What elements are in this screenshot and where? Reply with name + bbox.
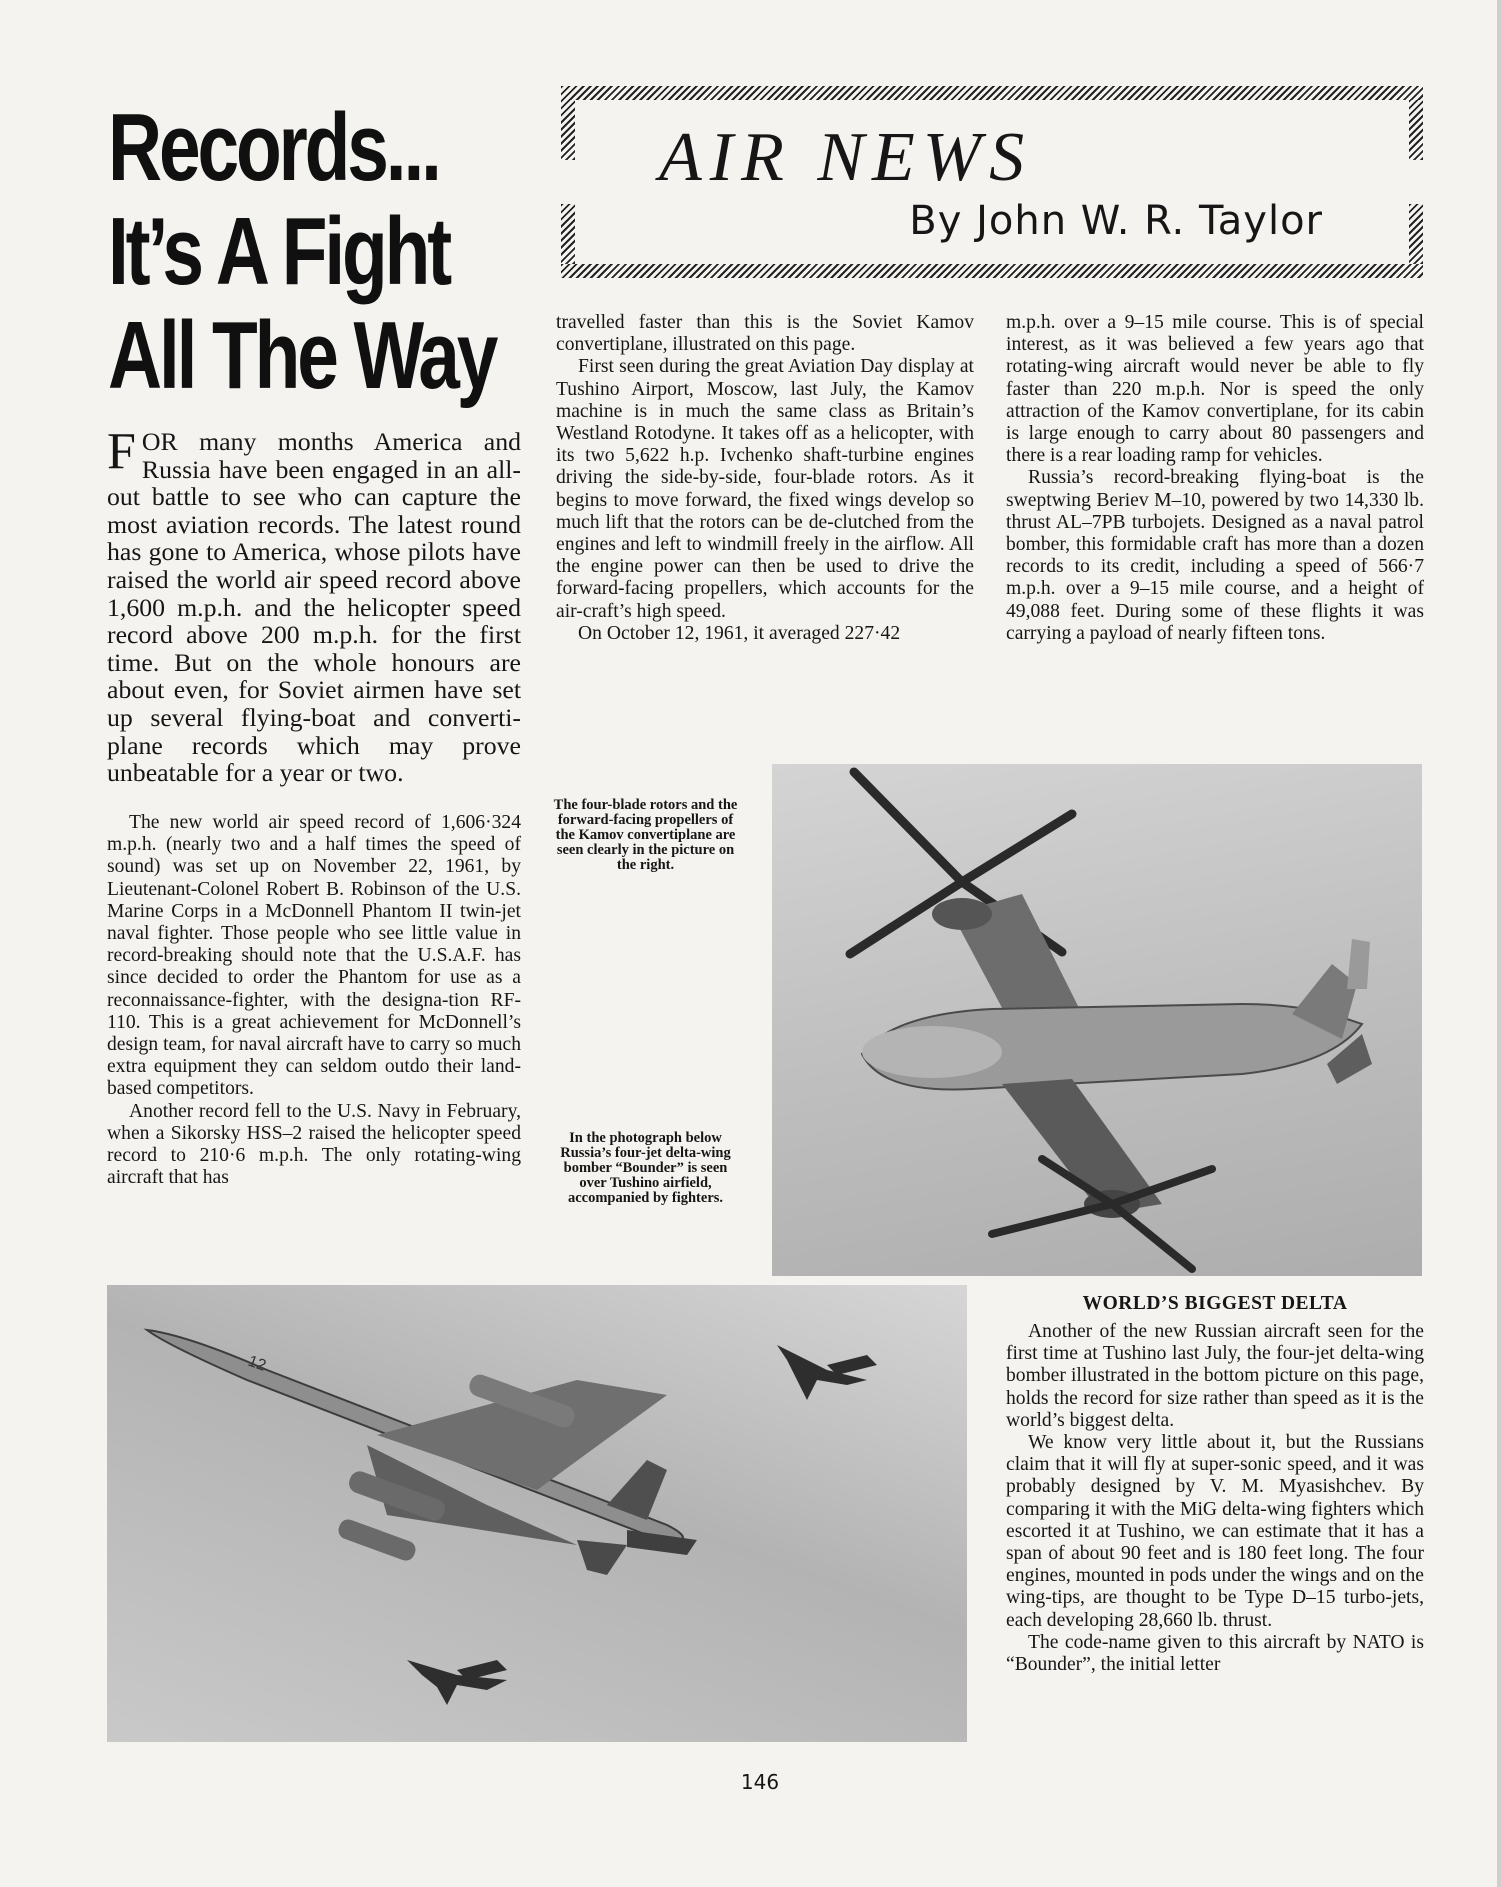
banner-left-border-upper — [561, 100, 575, 160]
world-biggest-delta-heading: WORLD’S BIGGEST DELTA — [1082, 1293, 1348, 1314]
byline: By John W. R. Taylor — [909, 198, 1323, 244]
column-1-paragraph: The new world air speed record of 1,606·324 m.p.h. (nearly two and a half times the speed of sound) was set up on November 22, 1961, by Lieutenant-Colonel Robert B. Robinson of the U.S. Marine Corps in a McDonnell Phantom II twin-jet naval fighter. Those people who see little value in record-breaking should note that the U.S.A.F. has since decided to order the Phantom for use as a reconnaissance-fighter, with the designa-tion RF-110. This is a great achievement for McDonnell’s design team, for naval aircraft have to carry so much extra equipment they can seldom outdo their land-based competitors. — [107, 812, 521, 1100]
column-2-paragraph: On October 12, 1961, it averaged 227·42 — [578, 622, 901, 644]
air-news-banner — [561, 86, 1423, 278]
headline — [108, 94, 496, 409]
banner-right-border-lower — [1409, 204, 1423, 264]
bomber-marking: 12 — [245, 1352, 269, 1375]
caption-kamov: The four-blade rotors and the forward-facing propellers of the Kamov convertiplane are seen clearly in the picture on the right. — [553, 797, 738, 873]
column-3-paragraph: m.p.h. over a 9–15 mile course. This is of special interest, as it was believed a few years ago that rotating-wing aircraft would never be able to fly faster than 220 m.p.h. Nor is speed the only attraction of the Kamov convertiplane, for its cabin is large enough to carry about 80 passengers and there is a rear loading ramp for vehicles. — [1006, 312, 1424, 467]
kamov-convertiplane-illustration — [772, 764, 1422, 1276]
page-edge — [1497, 0, 1501, 1887]
column-4-paragraph: Another of the new Russian aircraft seen for the first time at Tushino last July, the four-jet delta-wing bomber illustrated in the bottom picture on this page, holds the record for size rather than speed as it is the world’s biggest delta. — [1006, 1321, 1424, 1431]
bounder-bomber-photo — [107, 1285, 967, 1742]
banner-left-border-lower — [561, 204, 575, 264]
column-4 — [1006, 1321, 1424, 1676]
column-2 — [556, 312, 974, 645]
caption-bounder: In the photograph below Russia’s four-jet delta-wing bomber “Bounder” is seen over Tushino airfield, accompanied by fighters. — [560, 1130, 731, 1206]
drop-cap: F — [107, 423, 136, 480]
headline-line-3: All The Way — [108, 302, 496, 409]
lead-text: OR many months America and Russia have been engaged in an all-out battle to see who can capture the most aviation records. The latest round has gone to America, whose pilots have raised the world air speed record above 1,600 m.p.h. and the helicopter speed record above 200 m.p.h. for the first time. But on the whole honours are about even, for Soviet airmen have set up several flying-boat and converti-plane records which may prove unbeatable for a year or two. — [107, 427, 521, 788]
column-2-paragraph: travelled faster than this is the Soviet Kamov convertiplane, illustrated on this page. — [556, 312, 974, 356]
banner-right-border-upper — [1409, 100, 1423, 160]
banner-top-border — [561, 86, 1423, 100]
column-3 — [1006, 312, 1424, 645]
column-1-paragraph: Another record fell to the U.S. Navy in February, when a Sikorsky HSS–2 raised the helicopter speed record to 210·6 m.p.h. The only rotating-wing aircraft that has — [107, 1100, 521, 1189]
column-4-paragraph: We know very little about it, but the Russians claim that it will fly at super-sonic speed, and it was probably designed by V. M. Myasishchev. By comparing it with the MiG delta-wing fighters which escorted it at Tushino, we can estimate that it has a span of about 90 feet and is 180 feet long. The four engines, mounted in pods under the wings and on the wing-tips, are thought to be Type D–15 turbo-jets, each developing 28,660 lb. thrust. — [1006, 1432, 1424, 1631]
kamov-convertiplane-photo — [772, 764, 1422, 1276]
lead-paragraph — [107, 423, 521, 788]
page-number: 146 — [740, 1770, 780, 1794]
column-3-paragraph: Russia’s record-breaking flying-boat is the sweptwing Beriev M–10, powered by two 14,330 lb. thrust AL–7PB turbojets. Designed as a naval patrol bomber, this formidable craft has more than a dozen records to its credit, including a speed of 566·7 m.p.h. over a 9–15 mile course, and a height of 49,088 feet. During some of these flights it was carrying a payload of nearly fifteen tons. — [1006, 467, 1424, 644]
banner-bottom-border — [561, 264, 1423, 278]
headline-line-2: It’s A Fight — [108, 198, 450, 305]
column-1 — [107, 812, 521, 1189]
column-2-paragraph: First seen during the great Aviation Day display at Tushino Airport, Moscow, last July, the Kamov machine is in much the same class as Britain’s Westland Rotodyne. It takes off as a helicopter, with its two 5,622 h.p. Ivchenko shaft-turbine engines driving the side-by-side, four-blade rotors. As it begins to move forward, the fixed wings develop so much lift that the rotors can be de-clutched from the engines and left to windmill freely in the airflow. All the engine power can then be used to drive the forward-facing propellers, which accounts for the air-craft’s high speed. — [556, 356, 974, 622]
banner-title: AIR NEWS — [659, 119, 1033, 196]
headline-line-1: Records... — [108, 94, 439, 201]
bounder-bomber-illustration — [107, 1285, 967, 1742]
column-4-paragraph: The code-name given to this aircraft by NATO is “Bounder”, the initial letter — [1006, 1631, 1424, 1676]
